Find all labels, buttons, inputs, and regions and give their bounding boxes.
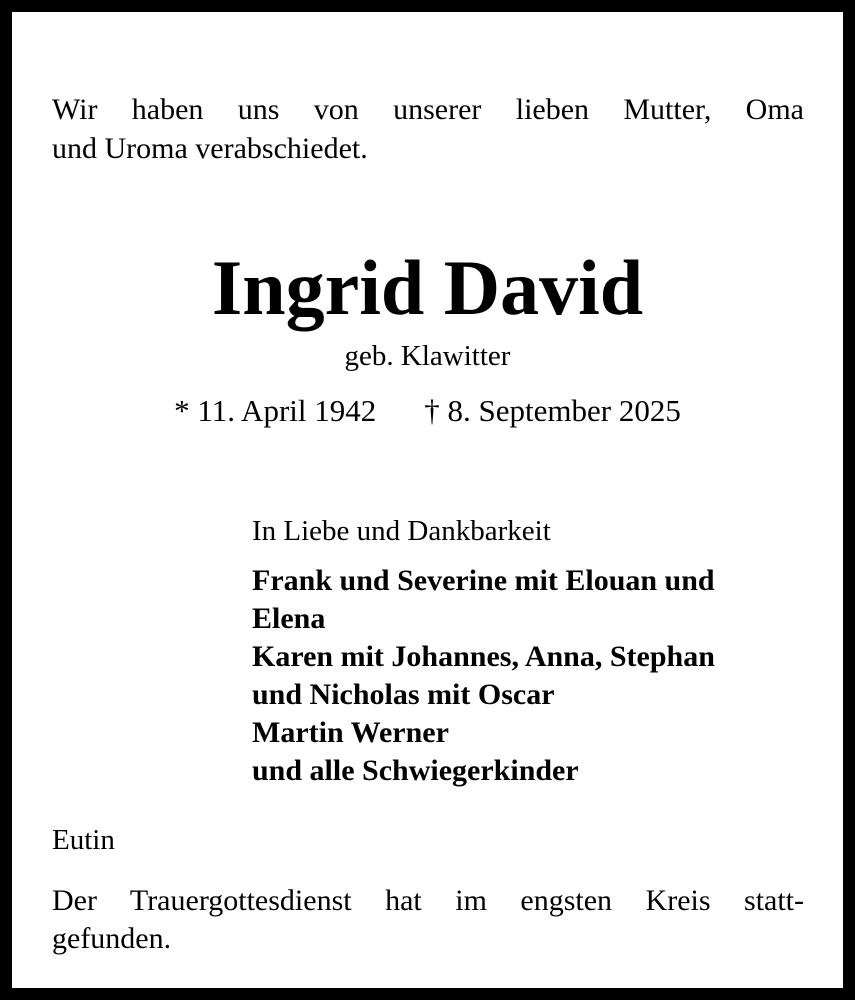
mourner-line: Karen mit Johannes, Anna, Stephan	[252, 640, 715, 673]
mourners-block	[252, 512, 812, 790]
service-note	[52, 882, 804, 958]
mourners-intro: In Liebe und Dankbarkeit	[252, 515, 551, 547]
service-line: Der Trauergottesdienst hat im engsten Kreis statt-	[52, 884, 804, 917]
service-line: gefunden.	[52, 922, 172, 955]
mourner-line: Martin Werner	[252, 716, 449, 749]
birth-date: 11. April 1942	[197, 393, 377, 428]
mourner-line: Frank und Severine mit Elouan und	[252, 564, 715, 597]
dagger-icon: †	[424, 393, 440, 428]
deceased-name: Ingrid David	[211, 244, 644, 331]
mourner-line: und Nicholas mit Oscar	[252, 678, 555, 711]
intro-line: und Uroma verabschiedet.	[52, 132, 368, 165]
life-dates	[12, 392, 843, 430]
place-name: Eutin	[52, 824, 115, 856]
mourner-line: und alle Schwiegerkinder	[252, 754, 579, 787]
birth-symbol-icon: *	[174, 393, 190, 428]
intro-line: Wir haben uns von unserer lieben Mutter, Oma	[52, 93, 804, 126]
death-date: 8. September 2025	[447, 393, 681, 428]
mourner-line: Elena	[252, 602, 326, 635]
intro-text	[52, 90, 804, 168]
maiden-name: geb. Klawitter	[344, 340, 511, 372]
